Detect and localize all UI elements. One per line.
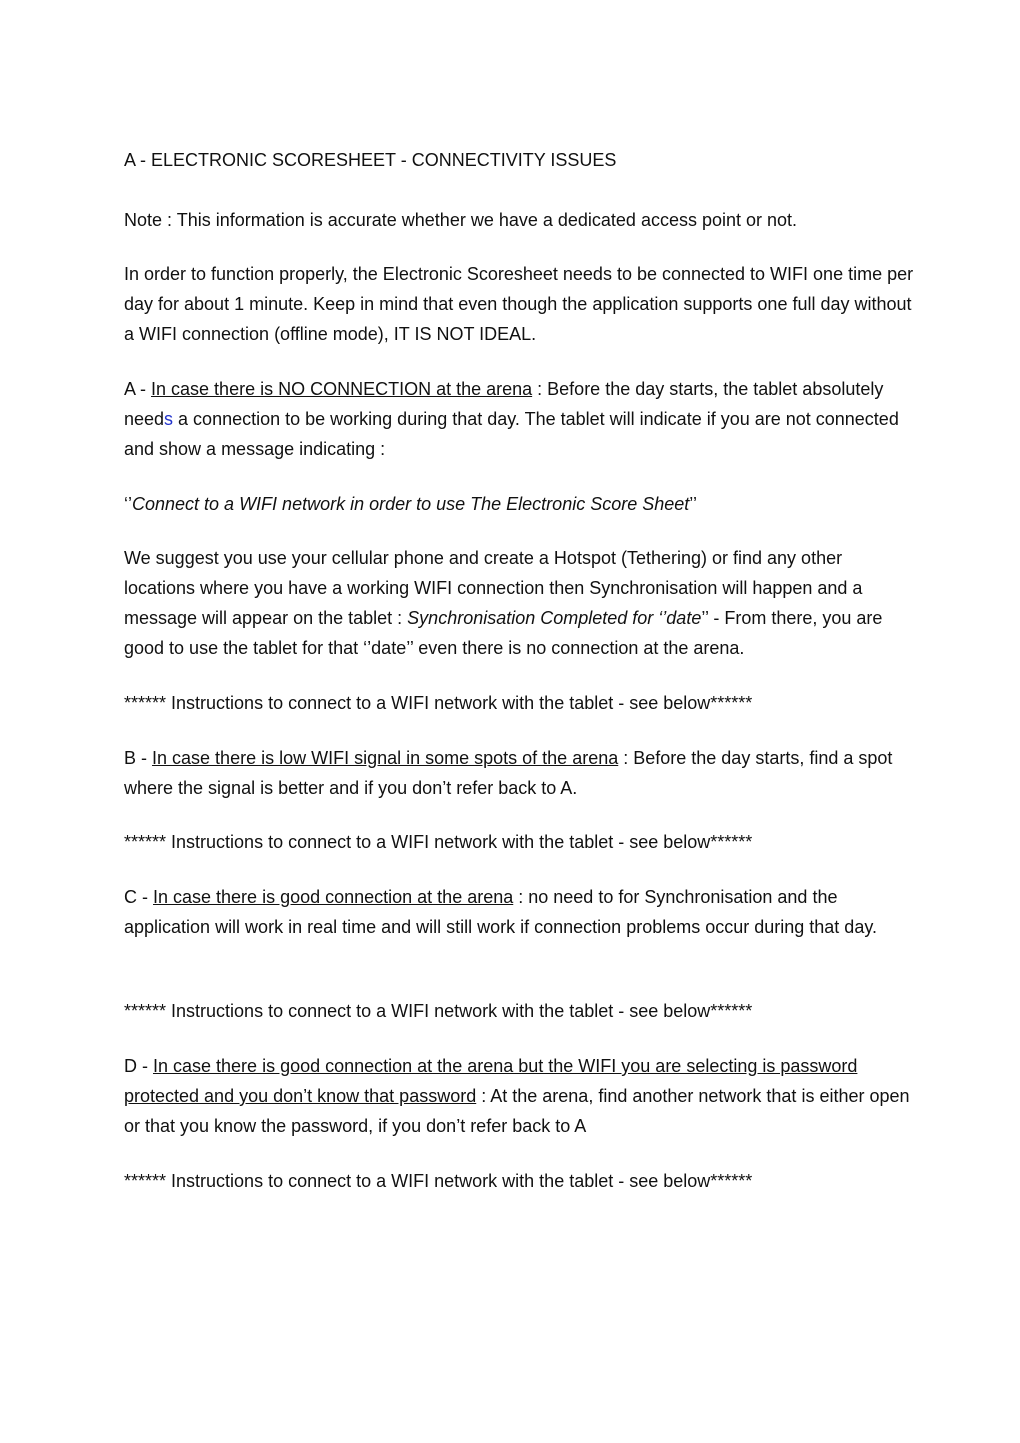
- section-c-heading: In case there is good connection at the arena: [153, 887, 514, 907]
- note-paragraph: Note : This information is accurate whether we have a dedicated access point or not.: [124, 210, 798, 230]
- section-d-paragraph: [124, 1051, 914, 1141]
- quote-close: ’’: [689, 494, 697, 514]
- section-a-text-1: : Before the day starts, the tablet absolutely need: [124, 379, 884, 429]
- intro-paragraph: In order to function properly, the Electronic Scoresheet needs to be connected to WIFI one time per day for about 1 minute. Keep in mind that even though the application supports one full day without a WIFI connection (offline mode), IT IS NOT IDEAL.: [124, 264, 914, 344]
- instructions-line: ****** Instructions to connect to a WIFI network with the tablet - see below******: [124, 693, 753, 713]
- section-a-highlight: s: [164, 409, 174, 429]
- suggestion-italic: Synchronisation Completed for ‘’date: [407, 608, 702, 628]
- section-b-paragraph: [124, 743, 914, 803]
- section-c-paragraph: [124, 882, 914, 942]
- section-d-heading: In case there is good connection at the arena but the WIFI you are selecting is password protected and you don’t know that password: [124, 1056, 858, 1106]
- section-c-prefix: C -: [124, 887, 153, 907]
- instructions-line: ****** Instructions to connect to a WIFI network with the tablet - see below******: [124, 1171, 753, 1191]
- quote-text: Connect to a WIFI network in order to use The Electronic Score Sheet: [132, 494, 690, 514]
- section-a-prefix: A -: [124, 379, 152, 399]
- section-b-prefix: B -: [124, 748, 153, 768]
- section-c-text: : no need to for Synchronisation and the application will work in real time and will still work if connection problems occur during that day.: [124, 887, 877, 937]
- section-a-paragraph: [124, 374, 914, 464]
- suggestion-text-1: We suggest you use your cellular phone and create a Hotspot (Tethering) or find any other locations where you have a working WIFI connection then Synchronisation will happen and a message will appear on the tablet :: [124, 548, 863, 628]
- section-d-text: : At the arena, find another network that is either open or that you know the password, if you don’t refer back to A: [124, 1086, 910, 1136]
- section-b-heading: In case there is low WIFI signal in some spots of the arena: [152, 748, 619, 768]
- quote-open: ‘’: [124, 494, 132, 514]
- document-title: A - ELECTRONIC SCORESHEET - CONNECTIVITY ISSUES: [124, 150, 617, 170]
- suggestion-text-2: ’’ - From there, you are good to use the tablet for that ‘’date’’ even there is no connection at the arena.: [124, 608, 883, 658]
- section-a-text-2: a connection to be working during that day. The tablet will indicate if you are not connected and show a message indicating :: [124, 409, 899, 459]
- section-d-prefix: D -: [124, 1056, 153, 1076]
- section-b-text: : Before the day starts, find a spot where the signal is better and if you don’t refer back to A.: [124, 748, 893, 798]
- instructions-line: ****** Instructions to connect to a WIFI network with the tablet - see below******: [124, 832, 753, 852]
- quote-paragraph: [124, 489, 914, 519]
- section-a-heading: In case there is NO CONNECTION at the arena: [151, 379, 533, 399]
- suggestion-paragraph: [124, 543, 914, 663]
- instructions-line: ****** Instructions to connect to a WIFI network with the tablet - see below******: [124, 1001, 753, 1021]
